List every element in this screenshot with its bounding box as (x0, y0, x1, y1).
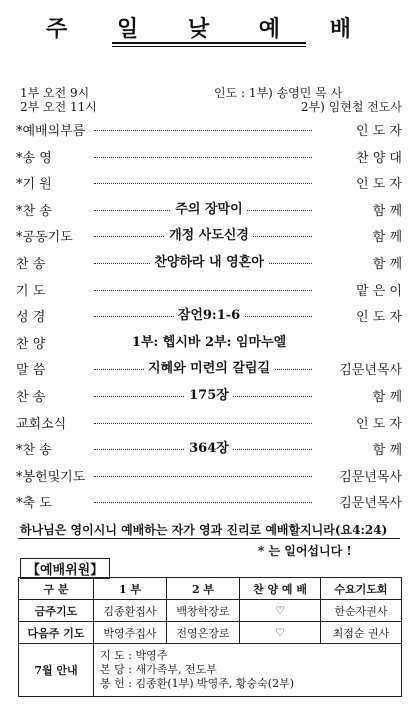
order-responsible: 함 께 (372, 257, 402, 272)
order-content: 잠언9:1-6 (174, 308, 244, 323)
scripture-verse: 하나님은 영이시니 예배하는 자가 영과 진리로 예배할지니라(요4:24) (20, 523, 388, 537)
order-responsible: 인 도 자 (356, 416, 402, 432)
page-title: 주 일 낮 예 배 (46, 16, 372, 42)
leader-dots (94, 290, 312, 291)
order-responsible: 함 께 (372, 443, 402, 459)
order-content: 1부: 헵시바 2부: 임마누엘 (128, 335, 290, 350)
heart-icon: ♡ (240, 622, 321, 644)
header-praise-service: 찬 양 예 배 (240, 578, 321, 600)
order-row (16, 145, 402, 167)
header-wednesday-prayer: 수요기도회 (321, 578, 402, 600)
table-cell: 김종환집사 (94, 600, 167, 622)
order-row (16, 278, 402, 300)
order-content: 175장 (185, 388, 233, 403)
july-line-sanctuary: 본 당 : 새가족부, 전도부 (100, 663, 217, 676)
heart-icon: ♡ (240, 600, 321, 622)
order-content: 364장 (185, 441, 233, 456)
order-label: *축 도 (16, 496, 52, 512)
order-row (16, 357, 402, 379)
order-responsible: 김문년목사 (339, 469, 402, 485)
order-responsible: 찬 양 대 (356, 150, 402, 166)
order-label: *공동기도 (16, 230, 73, 246)
order-responsible: 함 께 (372, 230, 402, 246)
order-content: 개정 사도신경 (165, 228, 253, 243)
order-label: *찬 송 (16, 443, 52, 459)
order-row (16, 411, 402, 433)
order-label: 찬 송 (16, 257, 46, 272)
table-row (19, 600, 402, 622)
order-responsible: 김문년목사 (339, 363, 402, 379)
committee-table (18, 577, 402, 697)
order-responsible: 함 께 (372, 203, 402, 219)
order-row (16, 437, 402, 459)
order-row (16, 331, 402, 353)
order-content-wrap (16, 224, 402, 246)
order-row (16, 198, 402, 220)
order-row (16, 490, 402, 512)
table-cell: 최점순 권사 (321, 622, 402, 644)
order-content: 지혜와 미련의 갈림길 (144, 361, 274, 376)
order-content: 주의 장막이 (171, 202, 246, 217)
order-row (16, 384, 402, 406)
leader-dots (94, 476, 312, 477)
order-label: *기 원 (16, 177, 52, 193)
table-cell: 박영주집사 (94, 622, 167, 644)
table-cell: 한순자권사 (321, 600, 402, 622)
order-label: *예배의부름 (16, 124, 86, 139)
service-time-1: 1부 오전 9시 (20, 86, 90, 100)
row-label: 다음주 기도 (19, 622, 94, 644)
leader-dots (94, 423, 312, 424)
order-row (16, 118, 402, 140)
order-responsible: 맡 은 이 (356, 283, 402, 299)
order-content-wrap (16, 331, 402, 350)
row-label: 금주기도 (19, 600, 94, 622)
order-responsible: 김문년목사 (339, 496, 402, 512)
order-content-wrap (16, 437, 402, 459)
order-label: 교회소식 (16, 416, 67, 432)
july-line-offering: 봉 헌 : 김종환(1부) 박영주, 황숭숙(2부) (100, 677, 294, 690)
header-category: 구 분 (19, 578, 94, 600)
service-leader-1: 인도 : 1부) 송영민 목 사 (214, 86, 343, 100)
title-underline-thin (112, 46, 306, 47)
order-label: 기 도 (16, 283, 46, 299)
service-leader-2: 2부) 임현철 전도사 (300, 100, 402, 114)
order-row (16, 304, 402, 326)
order-label: 성 경 (16, 310, 46, 326)
order-row (16, 224, 402, 246)
order-content-wrap (16, 384, 402, 403)
order-row (16, 464, 402, 486)
leader-dots (94, 130, 312, 131)
order-label: *찬 송 (16, 203, 52, 219)
table-row (19, 644, 402, 697)
table-cell: 백창학장로 (167, 600, 240, 622)
july-info (94, 644, 402, 697)
july-line-guide: 지 도 : 박영주 (100, 649, 168, 662)
order-label: 말 씀 (16, 363, 46, 379)
title-underline (112, 42, 306, 44)
leader-dots (94, 157, 312, 158)
service-time-2: 2부 오전 11시 (20, 100, 97, 114)
order-row (16, 171, 402, 193)
table-header-row (19, 578, 402, 600)
table-row (19, 622, 402, 644)
order-responsible: 인 도 자 (356, 310, 402, 326)
order-content-wrap (16, 304, 402, 326)
july-label: 7월 안내 (19, 644, 94, 697)
order-responsible: 함 께 (372, 390, 402, 405)
order-content: 찬양하라 내 영혼아 (150, 255, 268, 270)
leader-dots (94, 183, 312, 184)
committee-title: 【예배위원】 (20, 558, 110, 579)
order-content-wrap (16, 251, 402, 270)
order-content-wrap (16, 198, 402, 217)
order-responsible: 인 도 자 (356, 124, 402, 139)
order-row (16, 251, 402, 273)
order-label: *봉헌및기도 (16, 469, 86, 485)
order-label: *송 영 (16, 150, 52, 166)
order-label: 찬 양 (16, 336, 46, 352)
table-cell: 전영은장로 (167, 622, 240, 644)
order-responsible: 인 도 자 (356, 177, 402, 193)
order-label: 찬 송 (16, 390, 46, 405)
header-second-service: 2 부 (167, 578, 240, 600)
verse-underline (18, 538, 400, 539)
leader-dots (94, 502, 312, 503)
standing-note: * 는 일어섭니다 ! (258, 544, 352, 558)
header-first-service: 1 부 (94, 578, 167, 600)
